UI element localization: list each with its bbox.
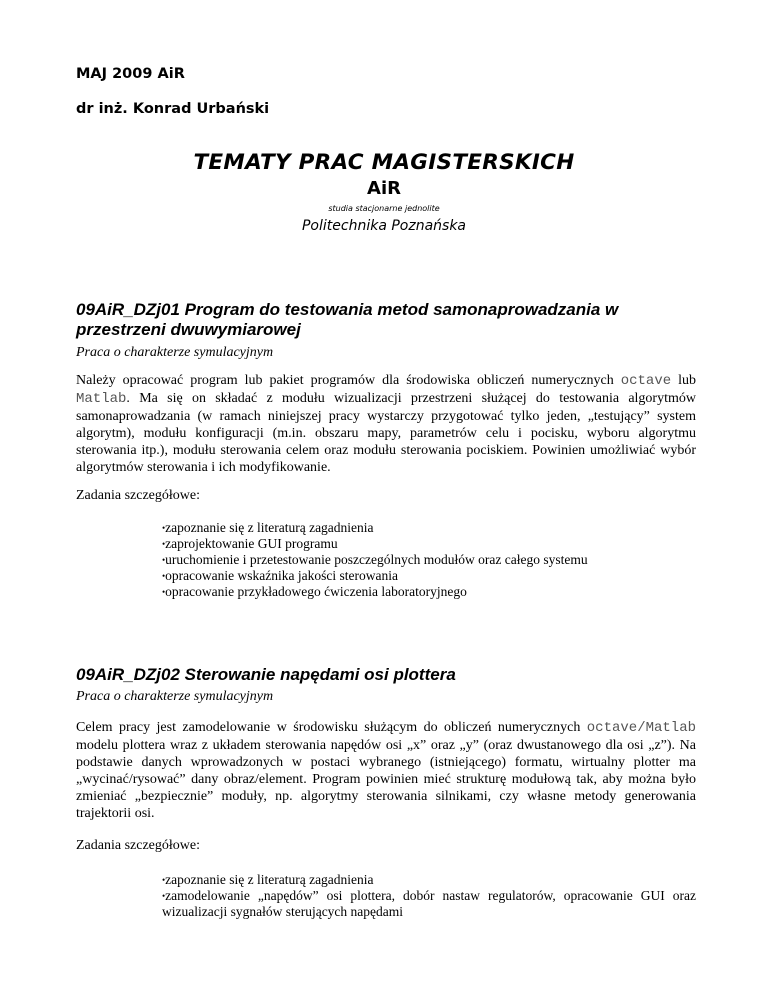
section-2-tasks-label: Zadania szczegółowe: — [76, 838, 200, 853]
document-field: AiR — [367, 178, 401, 199]
header-date: MAJ 2009 AiR — [76, 66, 185, 82]
section-1-text-c: . Ma się on składać z modułu wizualizacji przestrzeni służącej do testowania algorytmów samonaprowadzania (w ramach niniejszej pracy wystarczy przygotować tylko jeden, „testujący” system algorytm), modułu konfiguracji (m.in. obszaru mapy, parametrów celu i pocisku, wyboru algorytmu sterowania itp.), modułu sterowania celem oraz modułu sterowania pociskiem. Powinien umożliwiać wybór algorytmów sterowania i ich modyfikowanie. — [76, 391, 696, 475]
section-2-code-octave-matlab: octave/Matlab — [586, 720, 696, 736]
list-item: •zaprojektowanie GUI programu — [162, 536, 338, 551]
section-2-title: 09AiR_DZj02 Sterowanie napędami osi plottera — [76, 665, 456, 684]
section-1-description — [76, 372, 696, 476]
section-2-text-b: modelu plottera wraz z układem sterowania napędów osi „x” oraz „y” (oraz dwustanowego dla osi „z”). Na podstawie danych wprowadzonych w postaci wybranego (istniejącego) formatu, wirtualny plotter ma „wycinać/rysować” dany obraz/element. Program powinien mieć strukturę modułową tak, aby można było zmieniać „bezpiecznie” moduły, np. algorytmy sterowania silnikami, czy własne metody generowania trajektorii osi. — [76, 738, 696, 821]
bullet-icon: • — [162, 539, 166, 549]
section-2-task-list — [162, 872, 696, 920]
list-item: •zapoznanie się z literaturą zagadnienia — [162, 520, 374, 535]
list-item: •opracowanie wskaźnika jakości sterowania — [162, 568, 398, 583]
bullet-icon: • — [162, 571, 166, 581]
section-1-code-matlab: Matlab — [76, 391, 127, 407]
section-1-task-list — [162, 520, 696, 600]
bullet-icon: • — [162, 891, 166, 901]
section-1-text-b: lub — [671, 373, 696, 388]
list-item: •uruchomienie i przetestowanie poszczególnych modułów oraz całego systemu — [162, 552, 588, 567]
document-title: TEMATY PRAC MAGISTERSKICH — [193, 150, 575, 175]
list-item: •zamodelowanie „napędów” osi plottera, dobór nastaw regulatorów, opracowanie GUI oraz wizualizacji sygnałów sterujących napędami — [162, 888, 696, 919]
section-2-text-a: Celem pracy jest zamodelowanie w środowisku służącym do obliczeń numerycznych — [76, 720, 587, 735]
studies-type: studia stacjonarne jednolite — [328, 204, 440, 213]
list-item: •opracowanie przykładowego ćwiczenia laboratoryjnego — [162, 584, 467, 599]
list-item: •zapoznanie się z literaturą zagadnienia — [162, 872, 374, 887]
section-1-title: 09AiR_DZj01 Program do testowania metod samonaprowadzania w przestrzeni dwuwymiarowej — [76, 300, 619, 339]
section-1-tasks-label: Zadania szczegółowe: — [76, 488, 200, 503]
bullet-icon: • — [162, 555, 166, 565]
section-1-code-octave: octave — [620, 373, 672, 389]
section-2-description — [76, 719, 696, 822]
header-author: dr inż. Konrad Urbański — [76, 101, 270, 117]
section-1-kind: Praca o charakterze symulacyjnym — [76, 345, 274, 360]
bullet-icon: • — [162, 523, 166, 533]
section-2-kind: Praca o charakterze symulacyjnym — [76, 689, 274, 704]
section-1-text-a: Należy opracować program lub pakiet programów dla środowiska obliczeń numerycznych — [76, 373, 621, 388]
bullet-icon: • — [162, 875, 166, 885]
university-name: Politechnika Poznańska — [301, 218, 467, 234]
bullet-icon: • — [162, 587, 166, 597]
